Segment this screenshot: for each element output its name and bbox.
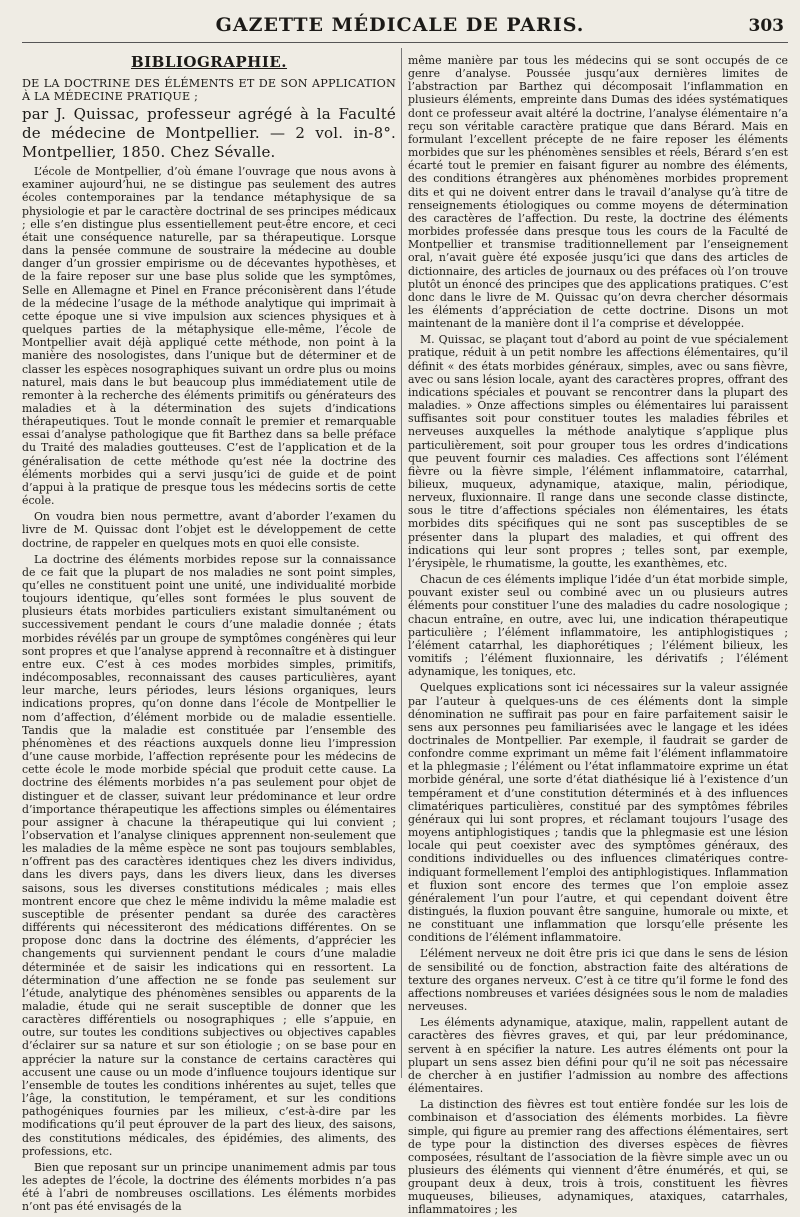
- article-heading-text: DE LA DOCTRINE DES ÉLÉMENTS ET DE SON APPLICATION À LA MÉDECINE PRATIQUE ;: [22, 77, 396, 104]
- body-paragraph: Quelques explications sont ici nécessaires sur la valeur assignée par l’auteur à quelques-uns de ces éléments dont la simple dénomination ne suffirait pas pour en faire parfaitement saisir le sens aux personnes peu familiarisées avec le langage et les idées doctrinales de Montpellier. Par exemple, il faudrait se garder de confondre comme exprimant un même fait l’élément inflammatoire et la phlegmasie ; l’élément ou l’état inflammatoire exprime un état morbide général, une sorte d’état diathésique lié à l’existence d’un tempérament et d’une constitution déterminés et à des influences climatériques particulières, constitué par des symptômes fébriles généraux qui lui sont propres, et réclamant toujours l’usage des moyens antiphlogistiques ; tandis que la phlegmasie est une lésion locale qui peut coexister avec des symptômes généraux, des conditions individuelles ou des influences climatériques contre-indiquant formellement l’emploi des antiphlogistiques. Inflammation et fluxion sont encore des termes que l’on emploie assez généralement l’un pour l’autre, et qui cependant doivent être distingués, la fluxion pouvant être sanguine, humorale ou mixte, et ne constituant une inflammation que lorsqu’elle présente les conditions de l’élément inflammatoire.: [408, 681, 788, 945]
- journal-title: GAZETTE MÉDICALE DE PARIS.: [215, 14, 585, 36]
- left-column: [22, 50, 396, 1214]
- header-rule: [22, 42, 788, 43]
- column-divider: [401, 48, 402, 1078]
- article-heading: [22, 77, 396, 162]
- page-number: 303: [748, 16, 784, 36]
- body-paragraph: M. Quissac, se plaçant tout d’abord au point de vue spécialement pratique, réduit à un petit nombre les affections élémentaires, qu’il définit « des états morbides généraux, simples, avec ou sans fièvre, avec ou sans lésion locale, ayant des caractères propres, offrant des indications spéciales et pouvant se rencontrer dans la plupart des maladies. » Onze affections simples ou élémentaires lui paraissent suffisantes soit pour constituer toutes les maladies fébriles et nerveuses auxquelles la méthode analytique s’applique plus particulièrement, soit pour grouper tous les ordres d’indications que peuvent fournir ces maladies. Ces affections sont l’élément fièvre ou la fièvre simple, l’élément inflammatoire, catarrhal, bilieux, muqueux, adynamique, ataxique, malin, périodique, nerveux, fluxionnaire. Il range dans une seconde classe distincte, sous le titre d’affections spéciales non élémentaires, les états morbides dits spécifiques qui ne sont pas susceptibles de se présenter dans la plupart des maladies, et qui offrent des indications qui leur sont propres ; telles sont, par exemple, l’érysipèle, le rhumatisme, la goutte, les exanthèmes, etc.: [408, 333, 788, 570]
- section-title: BIBLIOGRAPHIE.: [130, 53, 288, 71]
- body-paragraph: On voudra bien nous permettre, avant d’aborder l’examen du livre de M. Quissac dont l’objet est le développement de cette doctrine, de rappeler en quelques mots en quoi elle consiste.: [22, 510, 396, 550]
- article-citation: par J. Quissac, professeur agrégé à la Faculté de médecine de Montpellier. — 2 vol. in-8°. Montpellier, 1850. Chez Sévalle.: [22, 105, 396, 162]
- body-paragraph: La distinction des fièvres est tout entière fondée sur les lois de combinaison et d’association des éléments morbides. La fièvre simple, qui figure au premier rang des affections élémentaires, sert de type pour la distinction des diverses espèces de fièvres composées, résultant de l’association de la fièvre simple avec un ou plusieurs des éléments qui viennent d’être énumérés, et qui, se groupant deux à deux, trois à trois, constituent les fièvres muqueuses, bilieuses, adynamiques, ataxiques, catarrhales, inflammatoires ; les: [408, 1098, 788, 1217]
- body-paragraph: même manière par tous les médecins qui se sont occupés de ce genre d’analyse. Poussée jusqu’aux dernières limites de l’abstraction par Barthez qui décomposait l’inflammation en plusieurs éléments, empreinte dans Dumas des idées systématiques dont ce professeur avait altéré la doctrine, l’analyse élémentaire n’a reçu son véritable caractère pratique que dans Bérard. Mais en formulant l’excellent précepte de ne faire reposer les éléments morbides que sur les phénomènes sensibles et réels, Bérard s’en est écarté tout le premier en faisant figurer au nombre des éléments, des conditions étrangères aux phénomènes morbides proprement dits et qui ne doivent entrer dans le travail d’analyse qu’à titre de renseignements étiologiques ou comme moyens de détermination des caractères de l’affection. Du reste, la doctrine des éléments morbides professée dans presque tous les cours de la Faculté de Montpellier et transmise traditionnellement par l’enseignement oral, n’avait guère été exposée jusqu’ici que dans des articles de dictionnaire, des articles de journaux ou des préfaces où l’on trouve plutôt un énoncé des principes que des applications pratiques. C’est donc dans le livre de M. Quissac qu’on devra chercher désormais les éléments d’appréciation de cette doctrine. Disons un mot maintenant de la manière dont il l’a comprise et développée.: [408, 54, 788, 331]
- body-paragraph: L’élément nerveux ne doit être pris ici que dans le sens de lésion de sensibilité ou de fonction, abstraction faite des altérations de texture des organes nerveux. C’est à ce titre qu’il forme le fond des affections nombreuses et variées désignées sous le nom de maladies nerveuses.: [408, 947, 788, 1014]
- page-header: [0, 14, 800, 42]
- body-paragraph: Chacun de ces éléments implique l’idée d’un état morbide simple, pouvant exister seul ou combiné avec un ou plusieurs autres éléments pour constituer l’une des maladies du cadre nosologique ; chacun entraîne, en outre, avec lui, une indication thérapeutique particulière ; l’élément inflammatoire, les antiphlogistiques ; l’élément catarrhal, les diaphorétiques ; l’élément bilieux, les vomitifs ; l’élément fluxionnaire, les dérivatifs ; l’élément adynamique, les toniques, etc.: [408, 573, 788, 679]
- body-paragraph: L’école de Montpellier, d’où émane l’ouvrage que nous avons à examiner aujourd’hui, ne se distingue pas seulement des autres écoles contemporaines par la tendance métaphysique de sa physiologie et par le caractère doctrinal de ses principes médicaux ; elle s’en distingue plus essentiellement peut-être encore, et ceci était une conséquence naturelle, par sa thérapeutique. Lorsque dans la pensée commune de soustraire la médecine au double danger d’un grossier empirisme ou de décevantes hypothèses, et de la faire reposer sur une base plus solide que les symptômes, Selle en Allemagne et Pinel en France préconisèrent dans l’étude de la médecine l’usage de la méthode analytique qui imprimait à cette époque une si vive impulsion aux sciences physiques et à quelques parties de la métaphysique elle-même, l’école de Montpellier avait déjà appliqué cette méthode, non point à la manière des nosologistes, dans l’unique but de déterminer et de classer les espèces nosographiques suivant un ordre plus ou moins naturel, mais dans le but beaucoup plus immédiatement utile de remonter à la recherche des éléments primitifs ou générateurs des maladies et à la détermination des sujets d’indications thérapeutiques. Tout le monde connaît le premier et remarquable essai d’analyse pathologique que fit Barthez dans sa belle préface du Traité des maladies goutteuses. C’est de l’application et de la généralisation de cette méthode qu’est née la doctrine des éléments morbides qui a servi jusqu’ici de guide et de point d’appui à la pratique de presque tous les médecins sortis de cette école.: [22, 165, 396, 508]
- body-paragraph: Bien que reposant sur un principe unanimement admis par tous les adeptes de l’école, la doctrine des éléments morbides n’a pas été à l’abri de nombreuses oscillations. Les éléments morbides n’ont pas été envisagés de la: [22, 1160, 396, 1214]
- right-column: [408, 54, 788, 1217]
- body-paragraph: La doctrine des éléments morbides repose sur la connaissance de ce fait que la plupart de nos maladies ne sont point simples, qu’elles ne constituent point une unité, une individualité morbide toujours identique, qu’elles sont formées le plus souvent de plusieurs états morbides particuliers existant simultanément ou successivement pendant le cours d’une maladie donnée ; états morbides révélés par un groupe de symptômes congénères qui leur sont propres et que l’analyse apprend à reconnaître et à distinguer entre eux. C’est à ces modes morbides simples, primitifs, indécomposables, reconnaissant des causes particulières, ayant leur marche, leurs périodes, leurs lésions organiques, leurs indications propres, qu’on donne dans l’école de Montpellier le nom d’affection, d’élément morbide ou de maladie essentielle. Tandis que la maladie est constituée par l’ensemble des phénomènes et des réactions auxquels donne lieu l’impression d’une cause morbide, l’affection représente pour les médecins de cette école le mode morbide spécial que produit cette cause. La doctrine des éléments morbides n’a pas seulement pour objet de distinguer et de classer, suivant leur prédominance et leur ordre d’importance thérapeutique les affections simples ou élémentaires pour assigner à chacune la thérapeutique qui lui convient ; l’observation et l’analyse cliniques apprennent non-seulement que les maladies de la même espèce ne sont pas toujours semblables, n’offrent pas des caractères identiques chez les divers individus, dans les divers pays, dans les divers lieux, dans les diverses saisons, sous les diverses constitutions médicales ; mais elles montrent encore que chez le même individu la même maladie est susceptible de présenter pendant sa durée des caractères différents qui nécessiteront des médications différentes. On se propose donc dans la doctrine des éléments, d’apprécier les changements qui surviennent pendant le cours d’une maladie déterminée et de saisir les indications qui en ressortent. La détermination d’une affection ne se fonde pas seulement sur l’étude, analytique des phénomènes sensibles ou apparents de la maladie, étude qui ne serait susceptible de donner que les caractères différentiels ou nosographiques ; elle s’appuie, en outre, sur toutes les conditions subjectives ou objectives capables d’éclairer sur sa nature et sur son étiologie ; on se base pour en apprécier la nature sur la constance de certains caractères qui accusent une cause ou un mode d’influence toujours identique sur l’ensemble de toutes les conditions inhérentes au sujet, telles que l’âge, la constitution, le tempérament, et sur les conditions pathogéniques fournies par les milieux, c’est-à-dire par les modifications qu’il peut éprouver de la part des lieux, des saisons, des constitutions médicales, des épidémies, des aliments, des professions, etc.: [22, 552, 396, 1158]
- body-paragraph: Les éléments adynamique, ataxique, malin, rappellent autant de caractères des fièvres graves, et qui, par leur prédominance, servent à en spécifier la nature. Les autres éléments ont pour la plupart un sens assez bien défini pour qu’il ne soit pas nécessaire de chercher à en justifier l’admission au nombre des affections élémentaires.: [408, 1016, 788, 1096]
